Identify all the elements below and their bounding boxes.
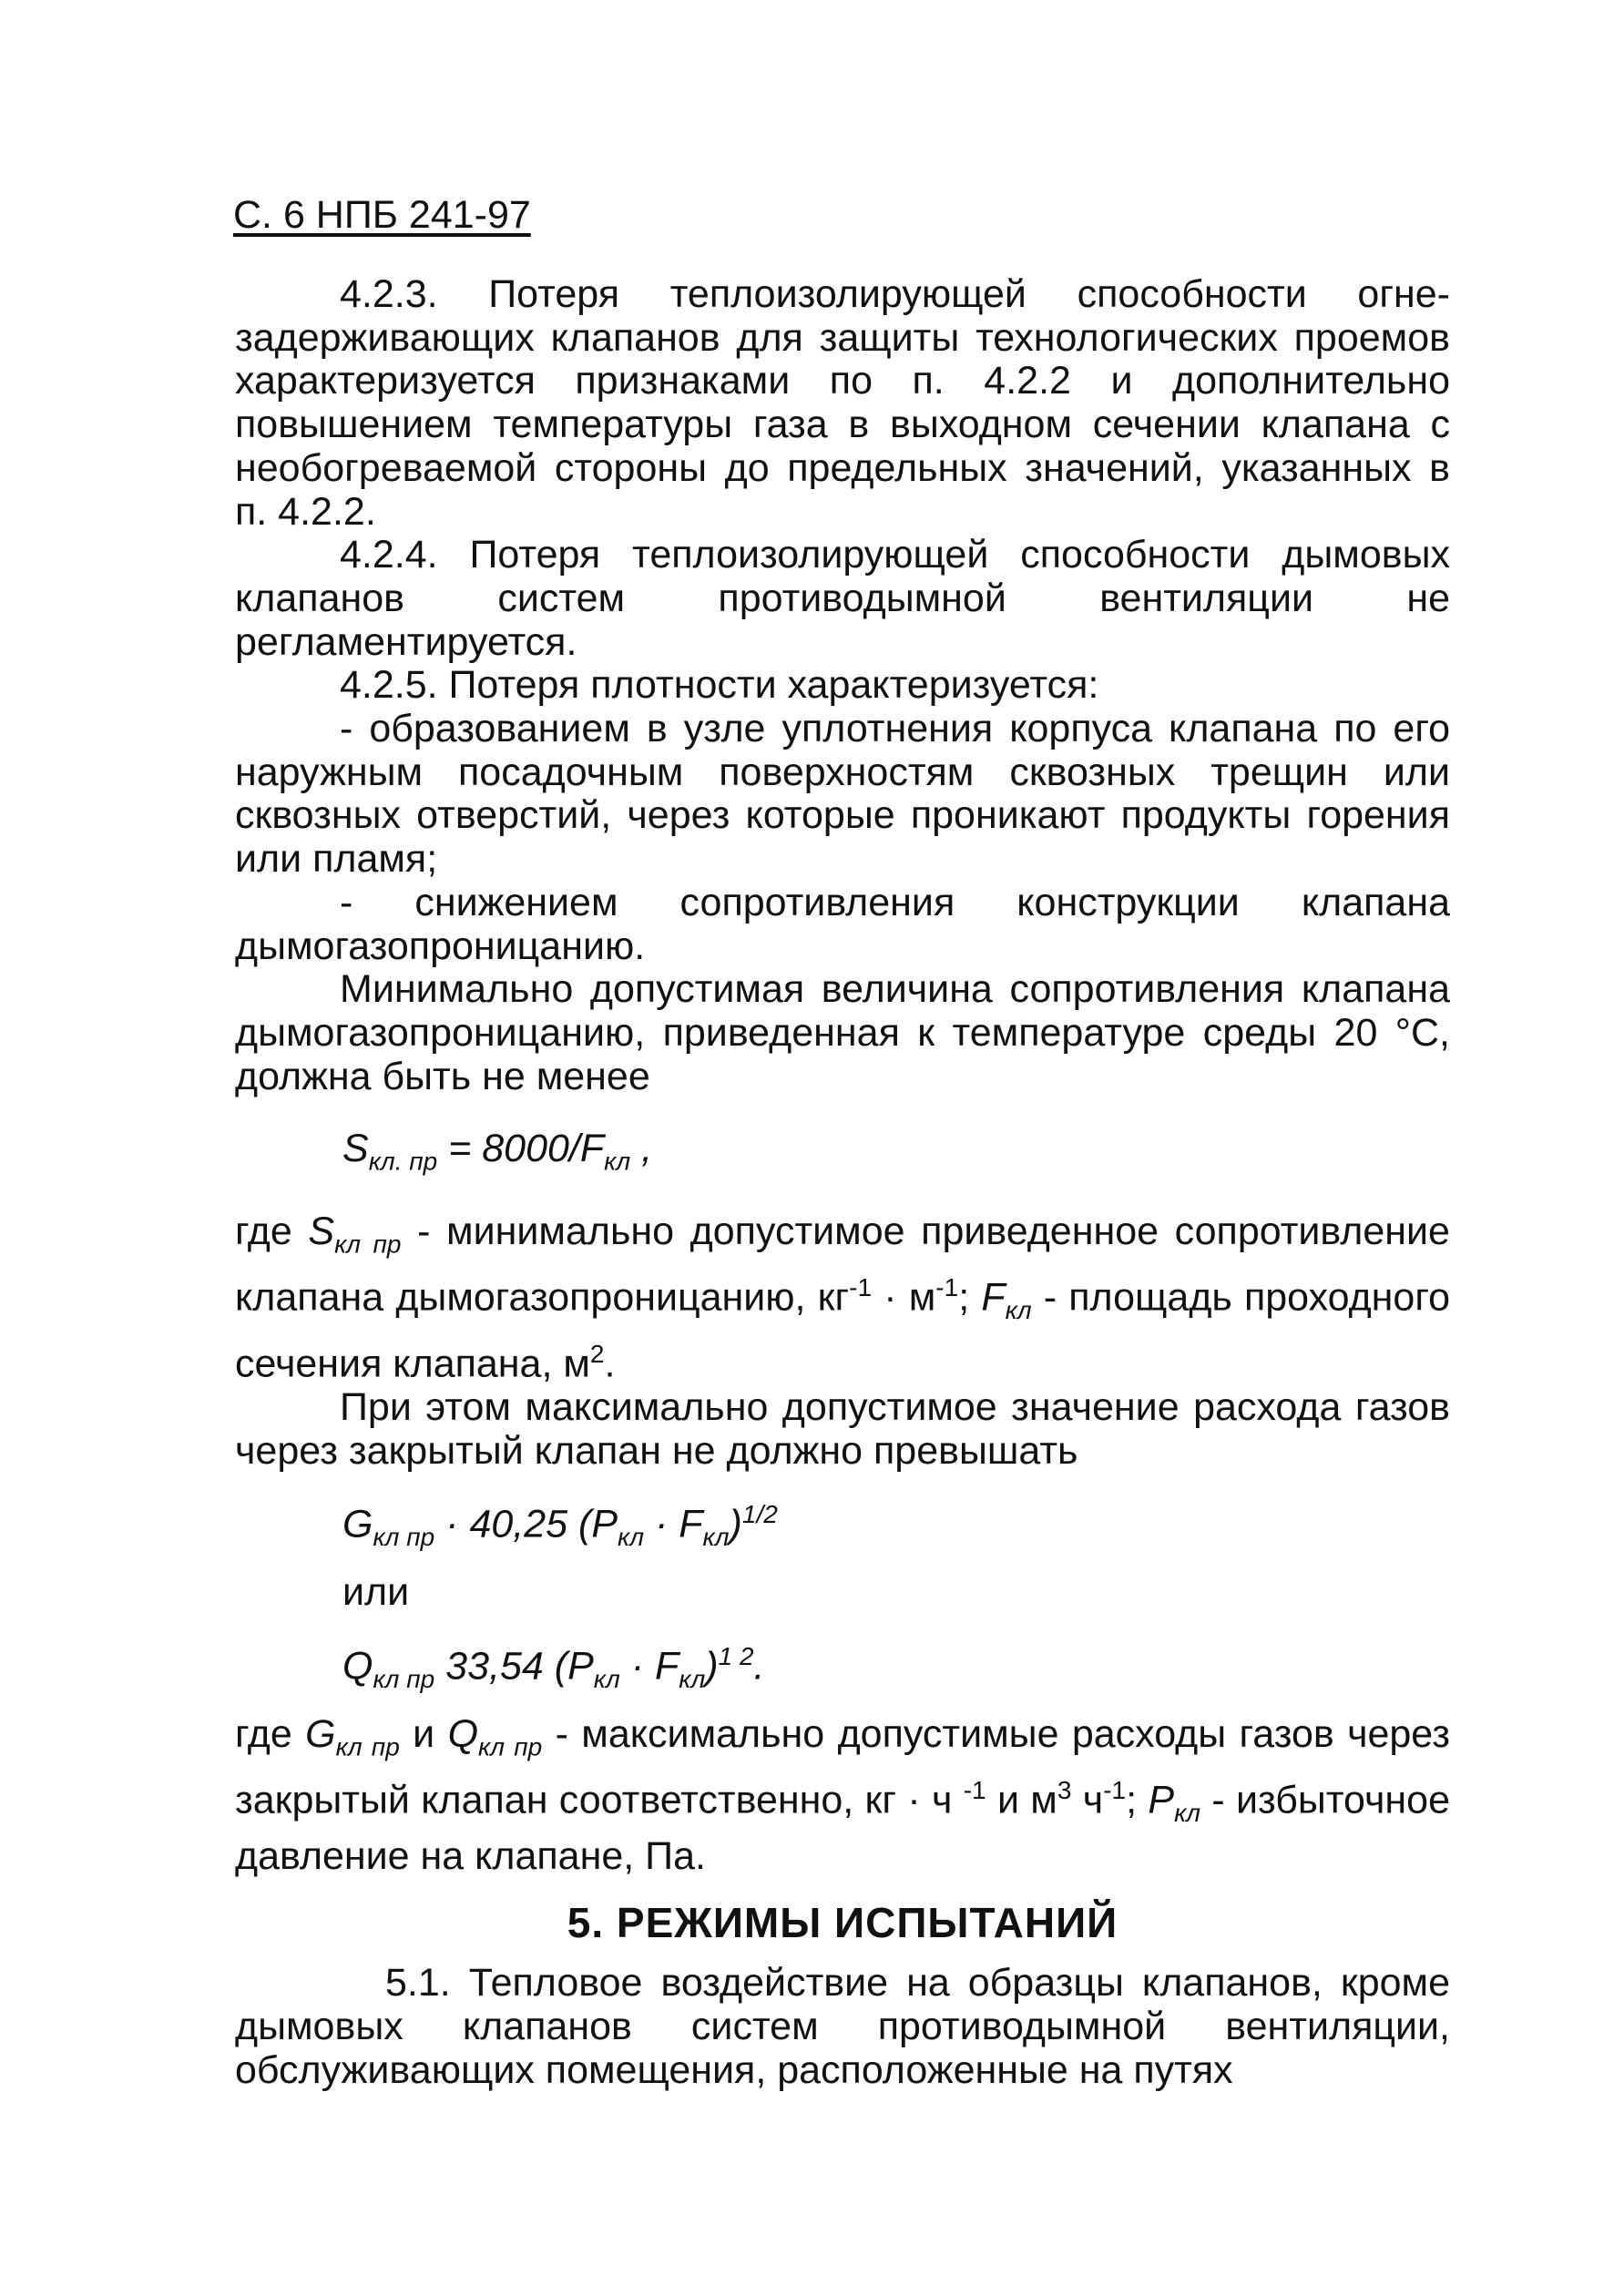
paragraph-min-resistance: Минимально допустимая величина сопротивления клапана дымогазопроницанию, приведенная к температуре среды 20 °С, должна быть не менее bbox=[235, 967, 1450, 1098]
formula-q-kl-pr: $Q_{кл пр}$ 33,54 $(P_{кл} \cdot F_{кл})^{1 2}$. bbox=[342, 1641, 765, 1693]
paragraph-5-1: 5.1. Тепловое воздействие на образцы клапанов, кроме дымовых клапанов систем противодымной вентиляции, обслуживающих помещения, расположенные на путях bbox=[235, 1961, 1450, 2092]
document-body bbox=[235, 273, 1450, 2093]
formula-or: или bbox=[342, 1570, 410, 1615]
paragraph-max-flow: При этом максимально допустимое значение расхода газов через закрытый клапан не должно превышать bbox=[235, 1384, 1450, 1473]
paragraph-4-2-4: 4.2.4. Потеря теплоизолирующей способности дымовых клапанов систем противодымной вентиляции не регламентируется. bbox=[235, 533, 1450, 664]
dash-item-1: - образованием в узле уплотнения корпуса клапана по его наружным посадочным поверхностям сквозных трещин или сквозных отверстий, через которые проникают продукты горения или пламя; bbox=[235, 707, 1450, 882]
formula-g-kl-pr: $G_{кл пр} \cdot 40,25$ $(P_{кл} \cdot F_{кл})^{1/2}$ bbox=[342, 1500, 778, 1552]
formula-s-kl-pr: $S_{кл. пр} = 8000/F_{кл}$ , bbox=[342, 1127, 653, 1176]
dash-item-2: - снижением сопротивления конструкции клапана дымогазопроницанию. bbox=[235, 880, 1450, 968]
where-s-definition: где $S_{кл пр}$ - минимально допустимое приведенное сопротивление клапана дымогазопроницанию, $кг^{-1} \cdot м^{-1}$; $F_{кл}$ - площадь проходного сечения клапана, $м^2$. bbox=[235, 1209, 1450, 1386]
page-header: С. 6 НПБ 241-97 bbox=[233, 193, 531, 237]
where-g-q-definition: где $G_{кл пр}$ и $Q_{кл пр}$ - максимально допустимые расходы газов через закрытый клапан соответственно, кг · ч $^{-1}$ и $м^3$ $ч^{-1}$; $P_{кл}$ - избыточное давление на клапане, Па. bbox=[235, 1711, 1450, 1878]
section-title: 5. РЕЖИМЫ ИСПЫТАНИЙ bbox=[567, 1899, 1118, 1947]
paragraph-4-2-5: 4.2.5. Потеря плотности характеризуется: bbox=[340, 663, 1099, 708]
paragraph-4-2-3: 4.2.3. Потеря теплоизолирующей способности огне-задерживающих клапанов для защиты технологических проемов характеризуется признаками по п. 4.2.2 и дополнительно повышением температуры газа в выходном сечении клапана с необогреваемой стороны до предельных значений, указанных в п. 4.2.2. bbox=[235, 272, 1450, 534]
